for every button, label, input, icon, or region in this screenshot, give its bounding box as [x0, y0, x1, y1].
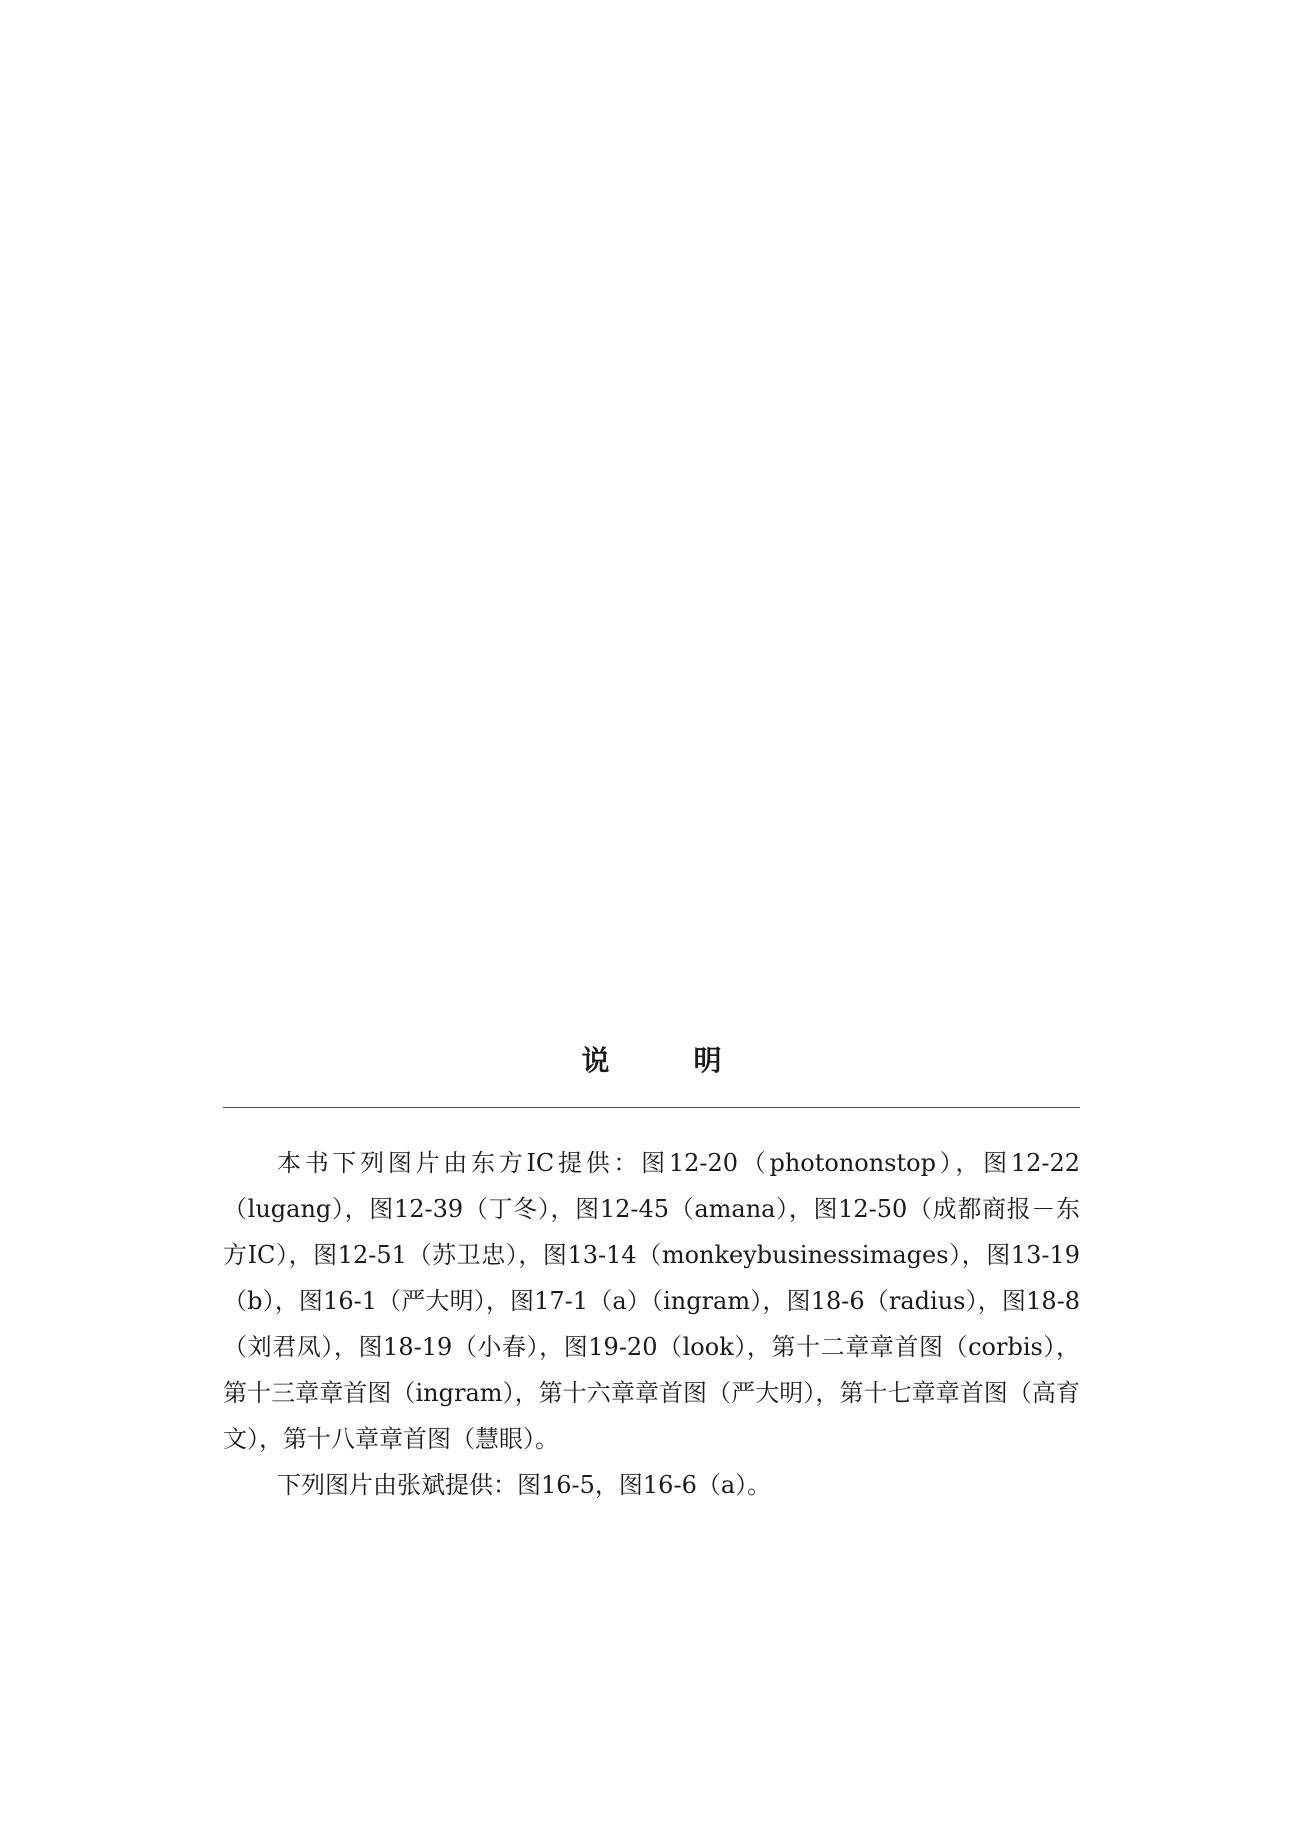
body-text: [223, 1140, 1080, 1508]
paragraph-image-credits-zhangbin: 下列图片由张斌提供：图16-5，图16-6（a）。: [277, 1471, 772, 1499]
title-divider: [223, 1107, 1080, 1108]
page-title: 说 明: [581, 1044, 750, 1077]
paragraph-image-credits-dongfang: 本书下列图片由东方IC提供：图12-20（photononstop），图12-22（lugang），图12-39（丁冬），图12-45（amana），图12-50（成都商报－东方IC），图12-51（苏卫忠），图13-14（monkeybusinessimages），图13-19（b），图16-1（严大明），图17-1（a）（ingram），图18-6（radius），图18-8（刘君凤），图18-19（小春），图19-20（look），第十二章章首图（corbis），第十三章章首图（ingram），第十六章章首图（严大明），第十七章章首图（高育文），第十八章章首图（慧眼）。: [223, 1149, 1080, 1453]
